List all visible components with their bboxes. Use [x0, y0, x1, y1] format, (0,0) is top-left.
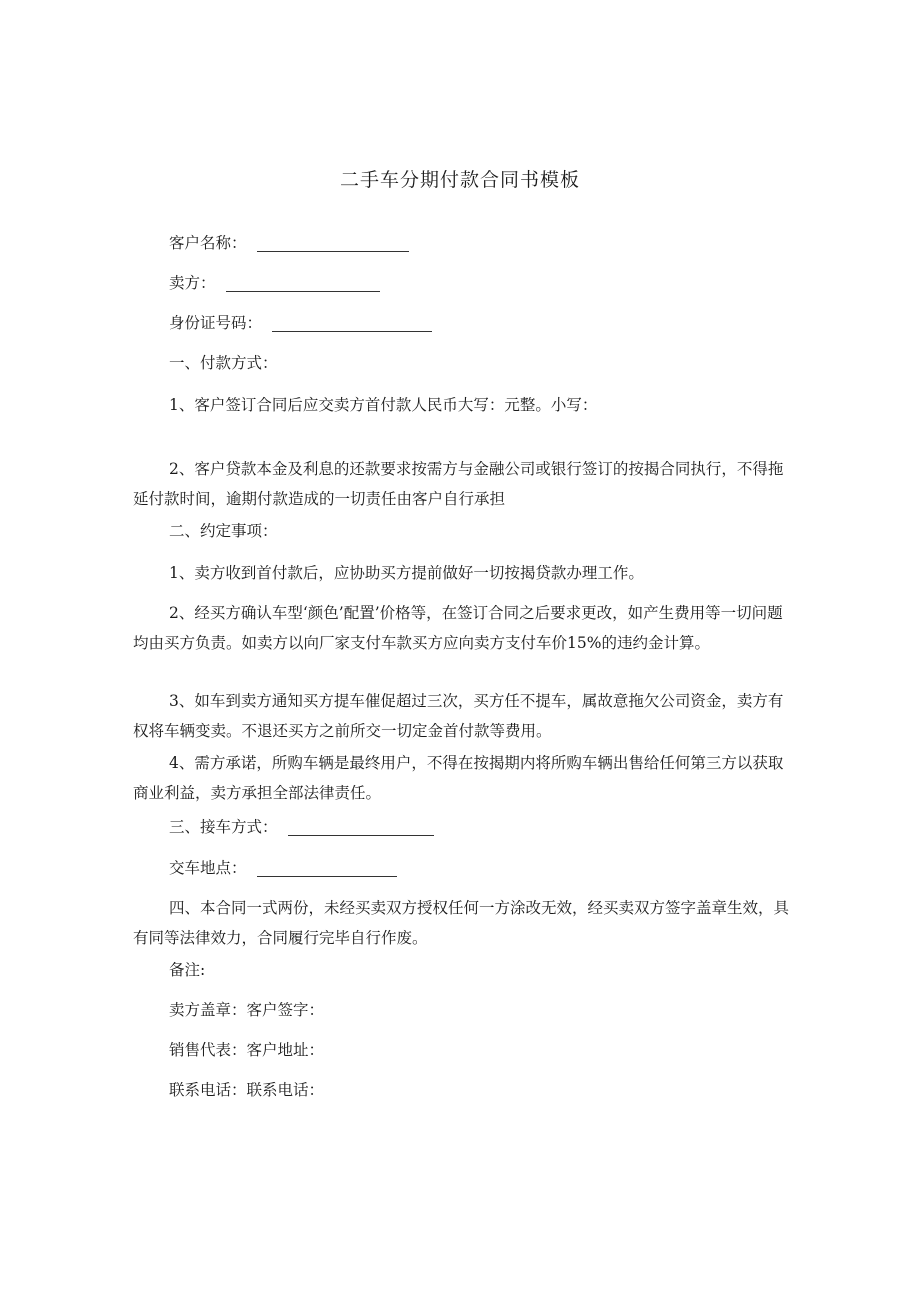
id-number-row: [133, 308, 793, 338]
phone-line: 联系电话：联系电话：: [169, 1081, 325, 1099]
customer-name-label: 客户名称：: [169, 234, 247, 252]
agreement-item-2: 2、经买方确认车型‘颜色’配置’价格等，在签订合同之后要求更改，如产生费用等一切问题均由买方负责。如卖方以向厂家支付车款买方应向卖方支付车价15%的违约金计算。: [133, 604, 783, 652]
id-number-field[interactable]: [272, 313, 432, 332]
remarks-label: 备注:: [169, 961, 206, 979]
agreement-item-4: 4、需方承诺，所购车辆是最终用户，不得在按揭期内将所购车辆出售给任何第三方以获取商业利益，卖方承担全部法律责任。: [133, 754, 784, 802]
agreement-item-3: 3、如车到卖方通知买方提车催促超过三次，买方任不提车，属故意拖欠公司资金，卖方有权将车辆变卖。不退还买方之前所交一切定金首付款等费用。: [133, 692, 784, 740]
delivery-place-field[interactable]: [257, 858, 397, 877]
customer-name-field[interactable]: [257, 233, 409, 252]
document-title: 二手车分期付款合同书模板: [339, 169, 580, 191]
id-number-label: 身份证号码：: [169, 314, 263, 332]
seller-row: [133, 268, 793, 298]
section3-row: [133, 812, 793, 842]
agreement-item-1: 1、卖方收到首付款后，应协助买方提前做好一切按揭贷款办理工作。: [169, 564, 644, 582]
section1-heading: 一、付款方式：: [169, 354, 278, 372]
section2-heading: 二、约定事项：: [169, 522, 278, 540]
section4-text: 四、本合同一式两份，未经买卖双方授权任何一方涂改无效，经买卖双方签字盖章生效，具有同等法律效力，合同履行完毕自行作废。: [133, 899, 790, 947]
payment-item-2: 2、客户贷款本金及利息的还款要求按需方与金融公司或银行签订的按揭合同执行，不得拖延付款时间，逾期付款造成的一切责任由客户自行承担: [133, 460, 784, 508]
seller-field[interactable]: [226, 273, 380, 292]
delivery-place-row: [133, 853, 793, 883]
seller-label: 卖方：: [169, 274, 216, 292]
seal-signature-line: 卖方盖章：客户签字：: [169, 1001, 325, 1019]
section3-heading: 三、接车方式：: [169, 818, 278, 836]
delivery-place-label: 交车地点：: [169, 859, 247, 877]
customer-name-row: [133, 228, 793, 258]
pickup-method-field[interactable]: [288, 817, 434, 836]
payment-item-1: 1、客户签订合同后应交卖方首付款人民币大写：元整。小写：: [169, 396, 598, 414]
rep-address-line: 销售代表：客户地址：: [169, 1041, 325, 1059]
